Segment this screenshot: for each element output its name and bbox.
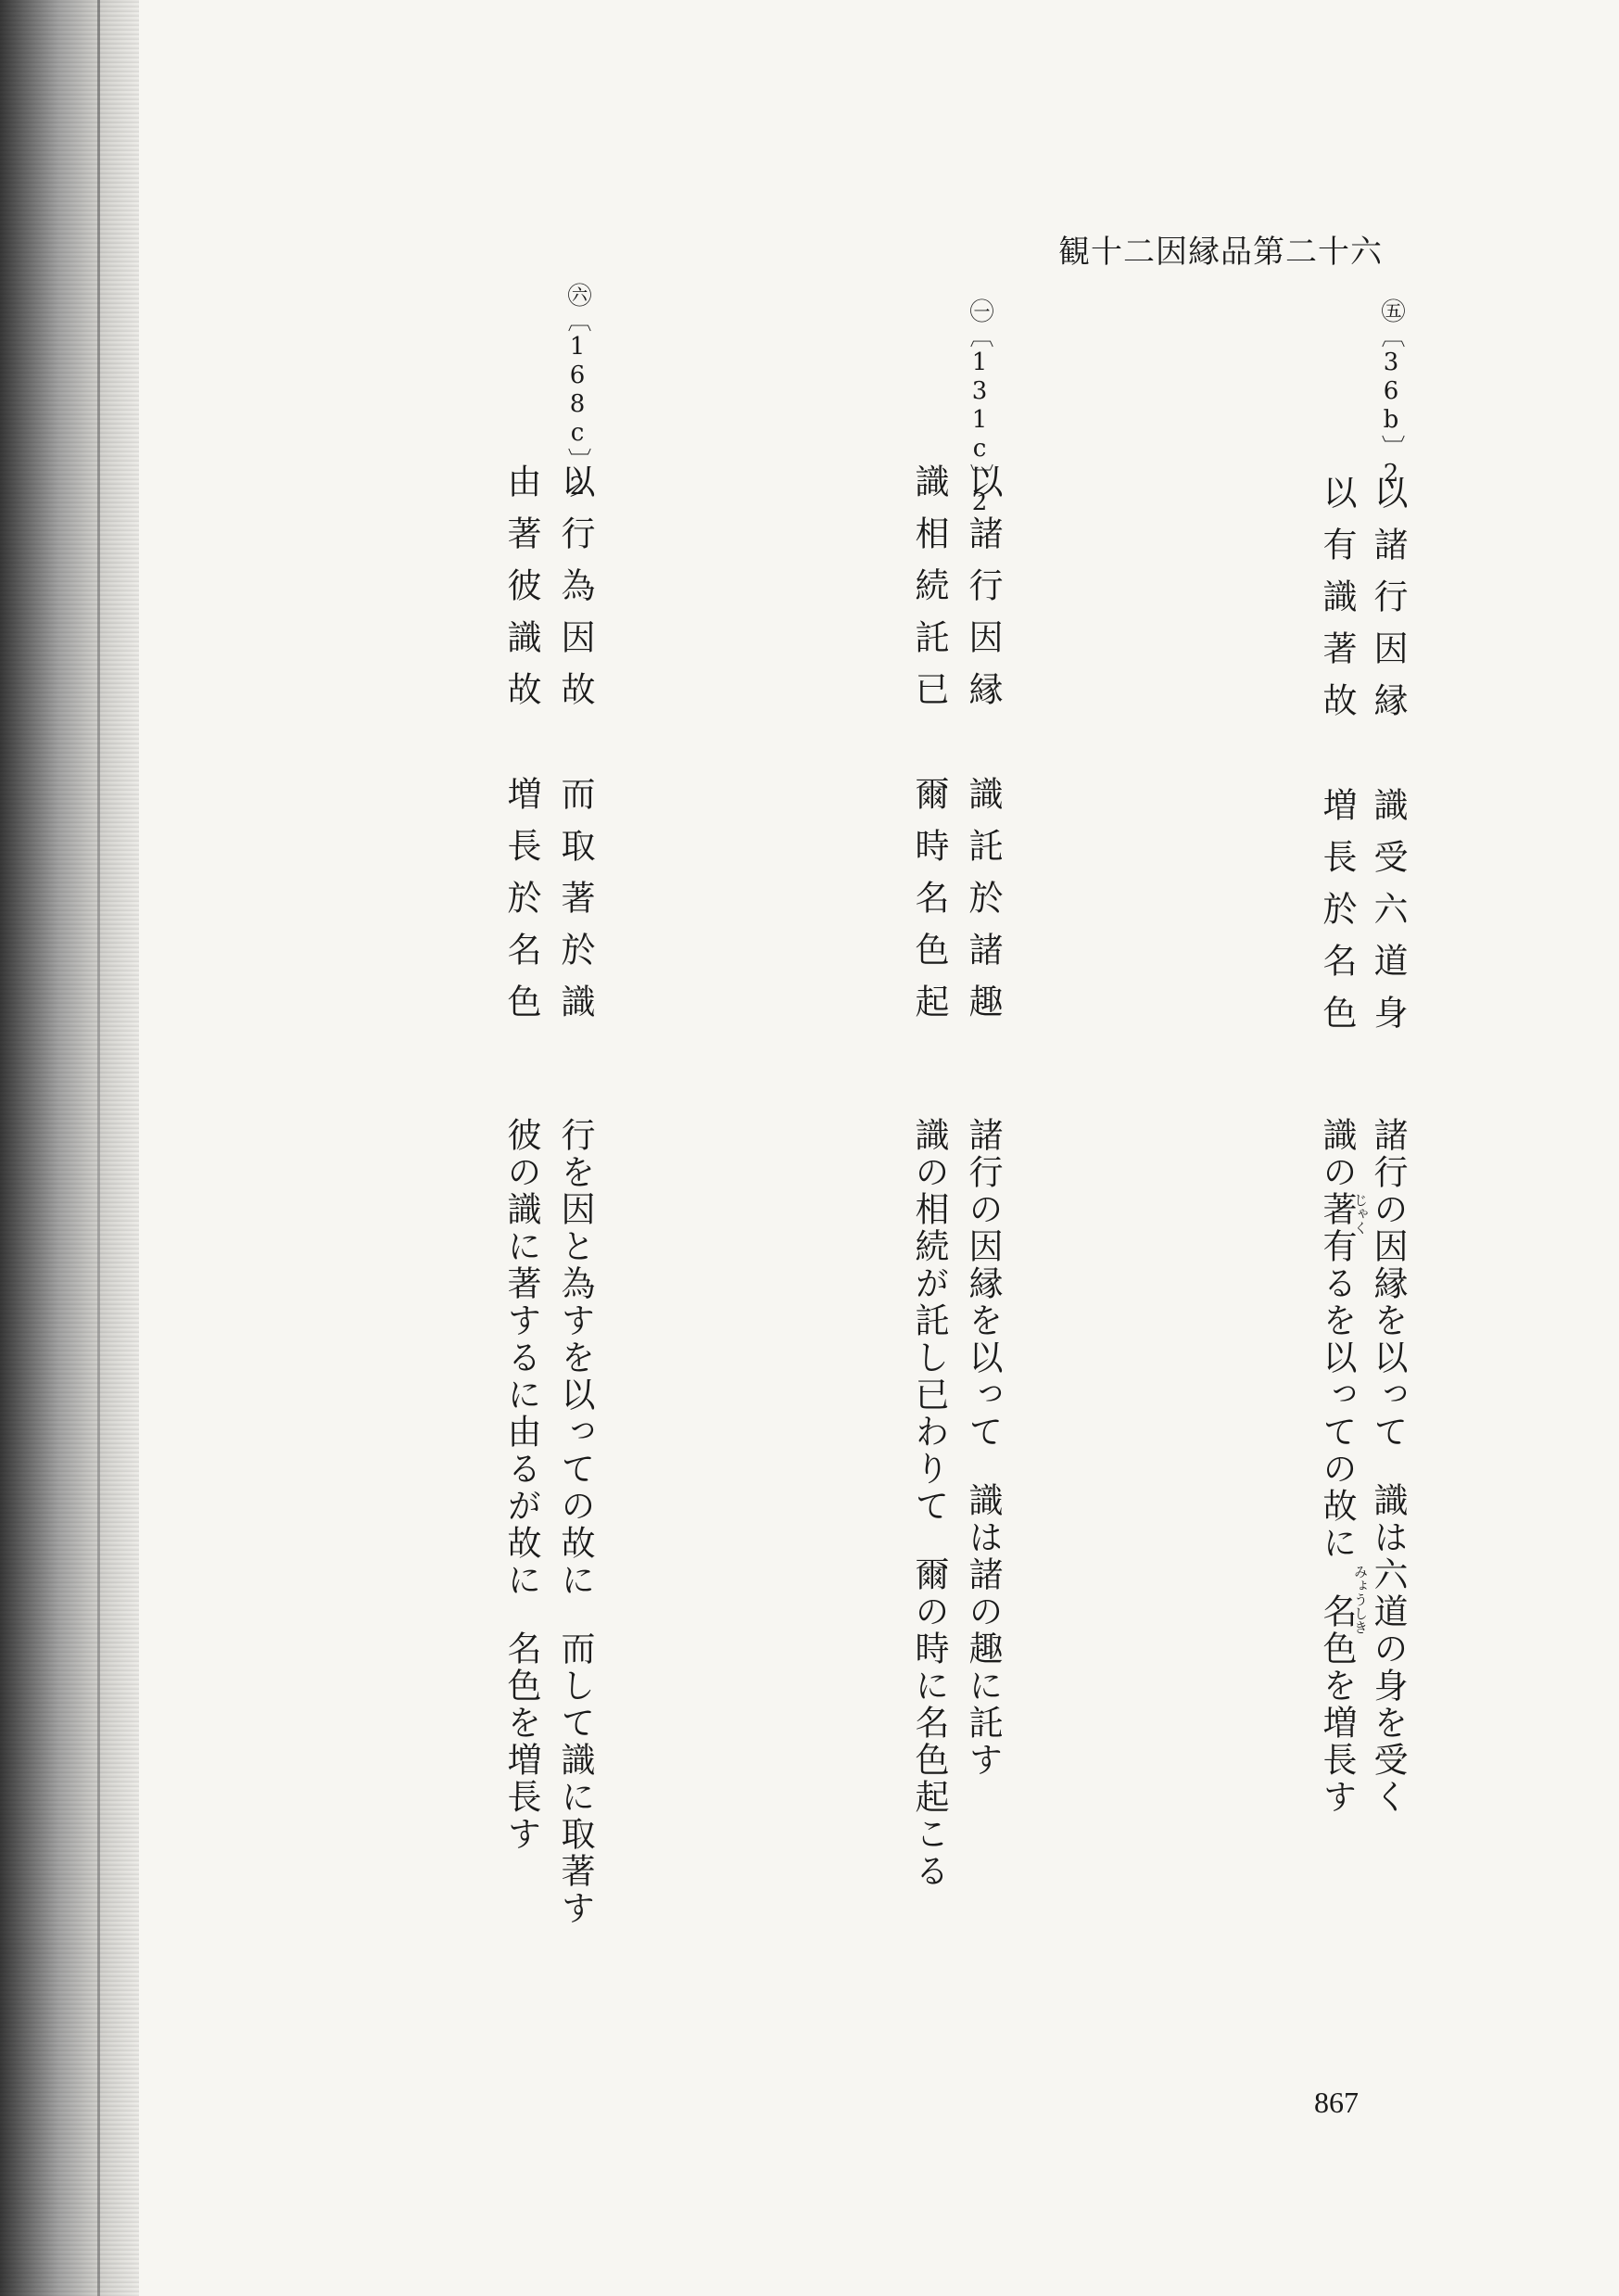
- kanbun-phrase: 増長於名色: [1317, 787, 1357, 1047]
- reading-phrase: 識は六道の身を受く: [1368, 1482, 1408, 1816]
- kanbun-phrase: 以諸行因縁: [963, 463, 1003, 723]
- reading-phrase: 識の相続が託し已わりて: [909, 1117, 949, 1525]
- section-1-reading-line-2: [1316, 1117, 1357, 1816]
- kanbun-phrase: 爾時名色起: [909, 776, 949, 1035]
- kanbun-phrase: 識託於諸趣: [963, 776, 1003, 1035]
- kanbun-phrase: 増長於名色: [501, 776, 541, 1035]
- section-3-reading-line-1: [554, 1117, 595, 1927]
- reading-phrase: 爾の時に名色起こる: [909, 1556, 949, 1890]
- section-3-kanbun-line-1: [554, 463, 595, 1035]
- section-2-kanbun-line-1: [962, 463, 1003, 1035]
- section-1-reading-line-1: [1367, 1117, 1408, 1816]
- kanbun-phrase: 而取著於識: [555, 776, 595, 1035]
- page-number: 867: [1314, 2086, 1359, 2119]
- kanbun-phrase: 以諸行因縁: [1368, 475, 1408, 734]
- ruby-myoushiki: みょうしき: [1352, 1565, 1369, 1634]
- reading-phrase: 諸行の因縁を以って: [963, 1117, 1003, 1451]
- reading-phrase: 名色を増長す: [1317, 1593, 1357, 1816]
- reading-phrase: 識は諸の趣に託す: [963, 1482, 1003, 1779]
- section-1-kanbun-line-1: [1367, 475, 1408, 1047]
- section-2-kanbun-line-2: [908, 463, 949, 1035]
- section-3-reading-line-2: [500, 1117, 541, 1853]
- ruby-jaku: じゃく: [1352, 1193, 1369, 1235]
- reading-phrase: 識の著有るを以っての故に: [1317, 1117, 1357, 1562]
- section-3-kanbun-line-2: [500, 463, 541, 1035]
- kanbun-phrase: 由著彼識故: [501, 463, 541, 723]
- section-1-reference: ㊄〔36b〕2: [1377, 298, 1405, 488]
- kanbun-phrase: 識相続託已: [909, 463, 949, 723]
- reading-phrase: 諸行の因縁を以って: [1368, 1117, 1408, 1451]
- binding-shadow: [0, 0, 139, 2296]
- reading-phrase: 而して識に取著す: [555, 1630, 595, 1927]
- running-head: 観十二因縁品第二十六: [1058, 234, 1383, 271]
- kanbun-phrase: 以行為因故: [555, 463, 595, 723]
- kanbun-phrase: 識受六道身: [1368, 787, 1408, 1047]
- binding-edge: [97, 0, 100, 2296]
- section-1-kanbun-line-2: [1316, 475, 1357, 1047]
- reading-phrase: 彼の識に著するに由るが故に: [501, 1117, 541, 1599]
- section-2-reading-line-1: [962, 1117, 1003, 1779]
- section-2-reading-line-2: [908, 1117, 949, 1890]
- kanbun-phrase: 以有識著故: [1317, 475, 1357, 734]
- reading-phrase: 名色を増長す: [501, 1630, 541, 1853]
- section-3-reference: ㊅〔168c〕2: [563, 283, 591, 501]
- reading-phrase: 行を因と為すを以っての故に: [555, 1117, 595, 1599]
- section-2-reference: ㊀〔131c〕2: [966, 298, 993, 517]
